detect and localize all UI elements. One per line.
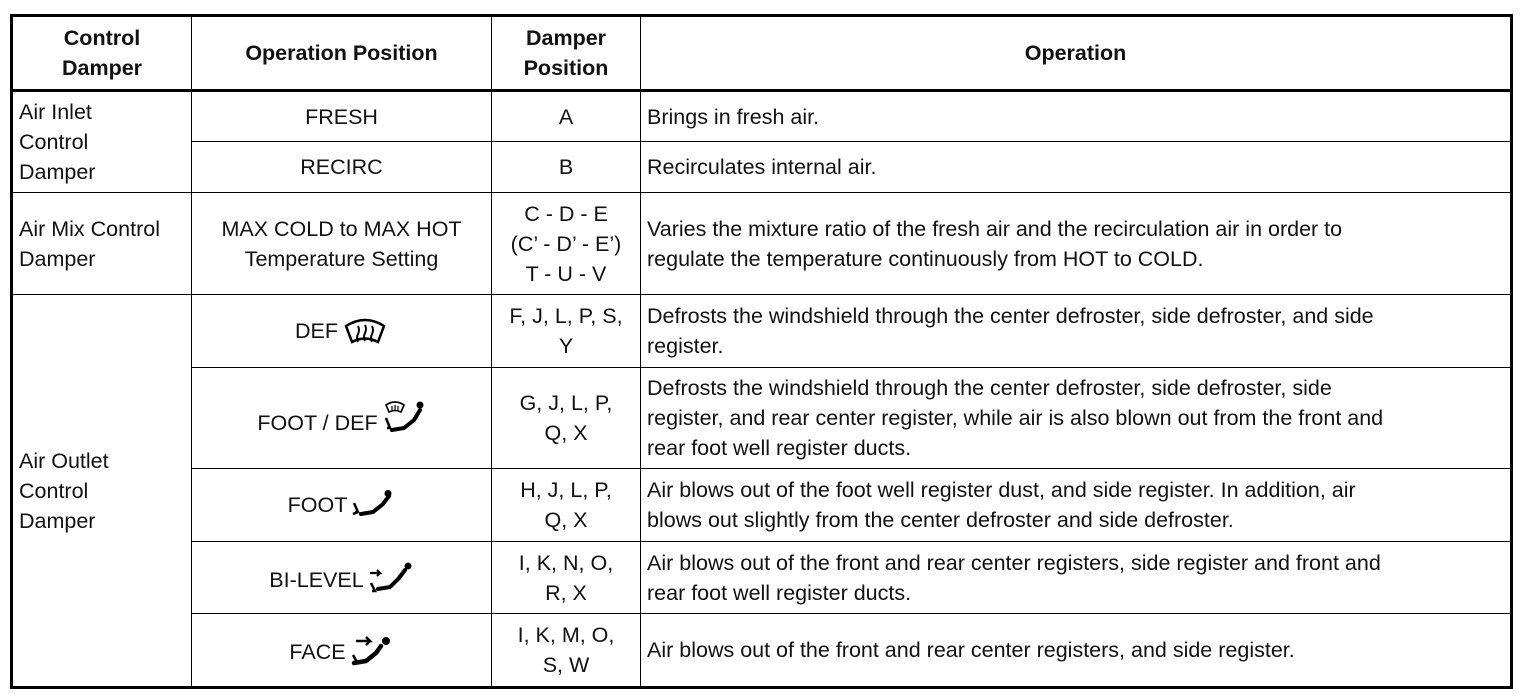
damper-cell: F, J, L, P, S, Y: [492, 295, 641, 368]
table-row: [12, 614, 1512, 688]
damper-cell: G, J, L, P, Q, X: [492, 368, 641, 469]
damper-cell: I, K, N, O, R, X: [492, 542, 641, 614]
operation-cell: Recirculates internal air.: [641, 142, 1512, 193]
mode-bi-level: [269, 561, 413, 595]
position-cell: [192, 614, 492, 688]
operation-cell: Varies the mixture ratio of the fresh air and the recirculation air in order to regulate the temperature continuously from HOT to COLD.: [641, 193, 1512, 295]
header-operation-position: Operation Position: [192, 16, 492, 91]
position-label: DEF: [295, 319, 338, 343]
control-damper-table: [10, 14, 1513, 689]
position-cell: [192, 368, 492, 469]
position-label: BI-LEVEL: [269, 567, 364, 592]
operation-cell: Air blows out of the front and rear center registers, side register and front and rear foot well register ducts.: [641, 542, 1512, 614]
position-label: FOOT / DEF: [257, 411, 378, 435]
position-cell: [192, 469, 492, 542]
mode-def: [295, 316, 388, 346]
group-air-mix: Air Mix Control Damper: [12, 193, 192, 295]
position-cell: MAX COLD to MAX HOT Temperature Setting: [192, 193, 492, 295]
face-icon: [350, 633, 394, 667]
foot-icon: [351, 490, 395, 520]
operation-cell: Defrosts the windshield through the center defroster, side defroster, side register, and rear center register, while air is also blown out from the front and rear foot well register ducts.: [641, 368, 1512, 469]
position-label: FOOT: [287, 493, 348, 517]
bi-level-icon: [368, 561, 414, 595]
header-operation: Operation: [641, 16, 1512, 91]
table-row: [12, 295, 1512, 368]
mode-face: [289, 633, 393, 667]
table-row: [12, 542, 1512, 614]
table-row: [12, 91, 1512, 142]
header-row: [12, 16, 1512, 91]
table-row: [12, 368, 1512, 469]
group-air-inlet: Air Inlet Control Damper: [12, 91, 192, 193]
damper-cell: B: [492, 142, 641, 193]
table-row: [12, 193, 1512, 295]
damper-table-container: [10, 14, 1510, 685]
table-row: [12, 469, 1512, 542]
operation-cell: Defrosts the windshield through the center defroster, side defroster, and side register.: [641, 295, 1512, 368]
header-control-damper: Control Damper: [12, 16, 192, 91]
damper-cell: H, J, L, P, Q, X: [492, 469, 641, 542]
group-air-outlet: Air Outlet Control Damper: [12, 295, 192, 688]
position-cell: RECIRC: [192, 142, 492, 193]
damper-cell: I, K, M, O, S, W: [492, 614, 641, 688]
foot-def-icon: [382, 398, 426, 438]
table-row: [12, 142, 1512, 193]
operation-cell: Brings in fresh air.: [641, 91, 1512, 142]
header-damper-position: Damper Position: [492, 16, 641, 91]
position-cell: [192, 295, 492, 368]
damper-cell: C - D - E (C’ - D’ - E’) T - U - V: [492, 193, 641, 295]
mode-foot-def: [257, 398, 425, 438]
position-cell: [192, 542, 492, 614]
operation-cell: Air blows out of the foot well register dust, and side register. In addition, air blows out slightly from the center defroster and side defroster.: [641, 469, 1512, 542]
damper-cell: A: [492, 91, 641, 142]
position-label: FACE: [289, 640, 346, 664]
operation-cell: Air blows out of the front and rear center registers, and side register.: [641, 614, 1512, 688]
defrost-icon: [342, 316, 388, 346]
position-cell: FRESH: [192, 91, 492, 142]
mode-foot: [288, 490, 396, 520]
